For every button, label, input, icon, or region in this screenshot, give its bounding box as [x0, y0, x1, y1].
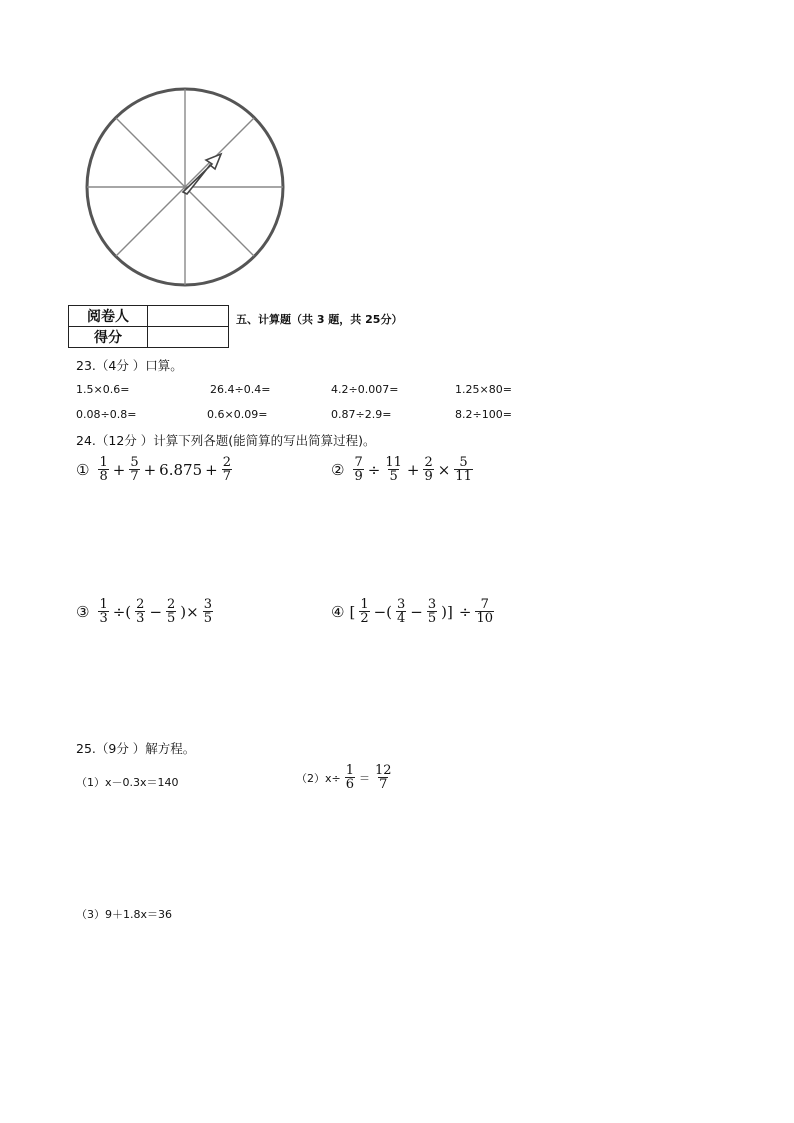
q23-item-6: 0.6×0.09=: [207, 408, 268, 421]
fraction: $\frac{2}{7}$: [222, 455, 231, 484]
reviewer-label: 阅卷人: [69, 306, 148, 327]
section-title: 五、计算题（共 3 题，共 25分）: [236, 313, 403, 326]
equation-2: [296, 764, 394, 791]
fraction: $\frac{2}{5}$: [167, 597, 176, 626]
fraction: $\frac{3}{4}$: [397, 597, 406, 626]
marker-2: ②: [331, 460, 345, 479]
marker-1: ①: [76, 460, 90, 479]
spinner-figure: [80, 82, 295, 297]
fraction: $\frac{3}{5}$: [203, 597, 212, 626]
fraction: $\frac{3}{5}$: [427, 597, 437, 626]
fraction: $\frac{12}{7}$: [375, 763, 392, 792]
q23-heading: 23.（4分 ）口算。: [76, 358, 183, 373]
q23-item-4: 1.25×80=: [455, 383, 512, 396]
q23-item-1: 1.5×0.6=: [76, 383, 130, 396]
equation-2-prefix: （2）x÷: [296, 771, 341, 785]
reviewer-cell[interactable]: [148, 306, 229, 327]
q23-item-2: 26.4÷0.4=: [210, 383, 271, 396]
q24-heading: 24.（12分 ）计算下列各题(能简算的写出简算过程)。: [76, 433, 376, 448]
fraction: $\frac{1}{2}$: [360, 597, 369, 626]
marker-3: ③: [76, 602, 90, 621]
q23-item-3: 4.2÷0.007=: [331, 383, 399, 396]
scoring-table: [68, 305, 229, 348]
fraction: $\frac{1}{3}$: [99, 597, 108, 626]
expression-3: ③ $\frac{1}{3}$ ÷( $\frac{2}{3}$ − $\frac{2}{5}$ )× $\frac{3}{5}$: [76, 597, 212, 626]
fraction: $\frac{2}{9}$: [424, 455, 433, 484]
fraction: $\frac{1}{8}$: [99, 455, 108, 484]
q23-item-5: 0.08÷0.8=: [76, 408, 137, 421]
expression-2: ② $\frac{7}{9}$ ÷ $\frac{11}{5}$ + $\frac{2}{9}$ × $\frac{5}{11}$: [331, 455, 472, 484]
marker-4: ④: [331, 602, 345, 621]
fraction: $\frac{11}{5}$: [385, 455, 402, 484]
q23-item-7: 0.87÷2.9=: [331, 408, 392, 421]
arrow-icon: [183, 154, 221, 194]
fraction: $\frac{1}{6}$: [345, 763, 355, 792]
expression-1: ① $\frac{1}{8}$ + $\frac{5}{7}$ + 6.875 + $\frac{2}{7}$: [76, 455, 231, 484]
score-cell[interactable]: [148, 327, 229, 348]
score-label: 得分: [69, 327, 148, 348]
equation-1: （1）x－0.3x＝140: [76, 776, 179, 789]
fraction: $\frac{5}{7}$: [130, 455, 139, 484]
equation-3: （3）9＋1.8x＝36: [76, 908, 172, 921]
decimal-value: 6.875: [159, 460, 203, 479]
equals-sign: ＝: [359, 771, 371, 785]
q25-heading: 25.（9分 ）解方程。: [76, 741, 196, 756]
fraction: $\frac{7}{10}$: [476, 597, 493, 626]
fraction: $\frac{5}{11}$: [455, 455, 472, 484]
expression-4: ④ [ $\frac{1}{2}$ −( $\frac{3}{4}$ − $\frac{3}{5}$ )] ÷ $\frac{7}{10}$: [331, 597, 493, 626]
fraction: $\frac{7}{9}$: [354, 455, 363, 484]
q23-item-8: 8.2÷100=: [455, 408, 512, 421]
fraction: $\frac{2}{3}$: [136, 597, 145, 626]
